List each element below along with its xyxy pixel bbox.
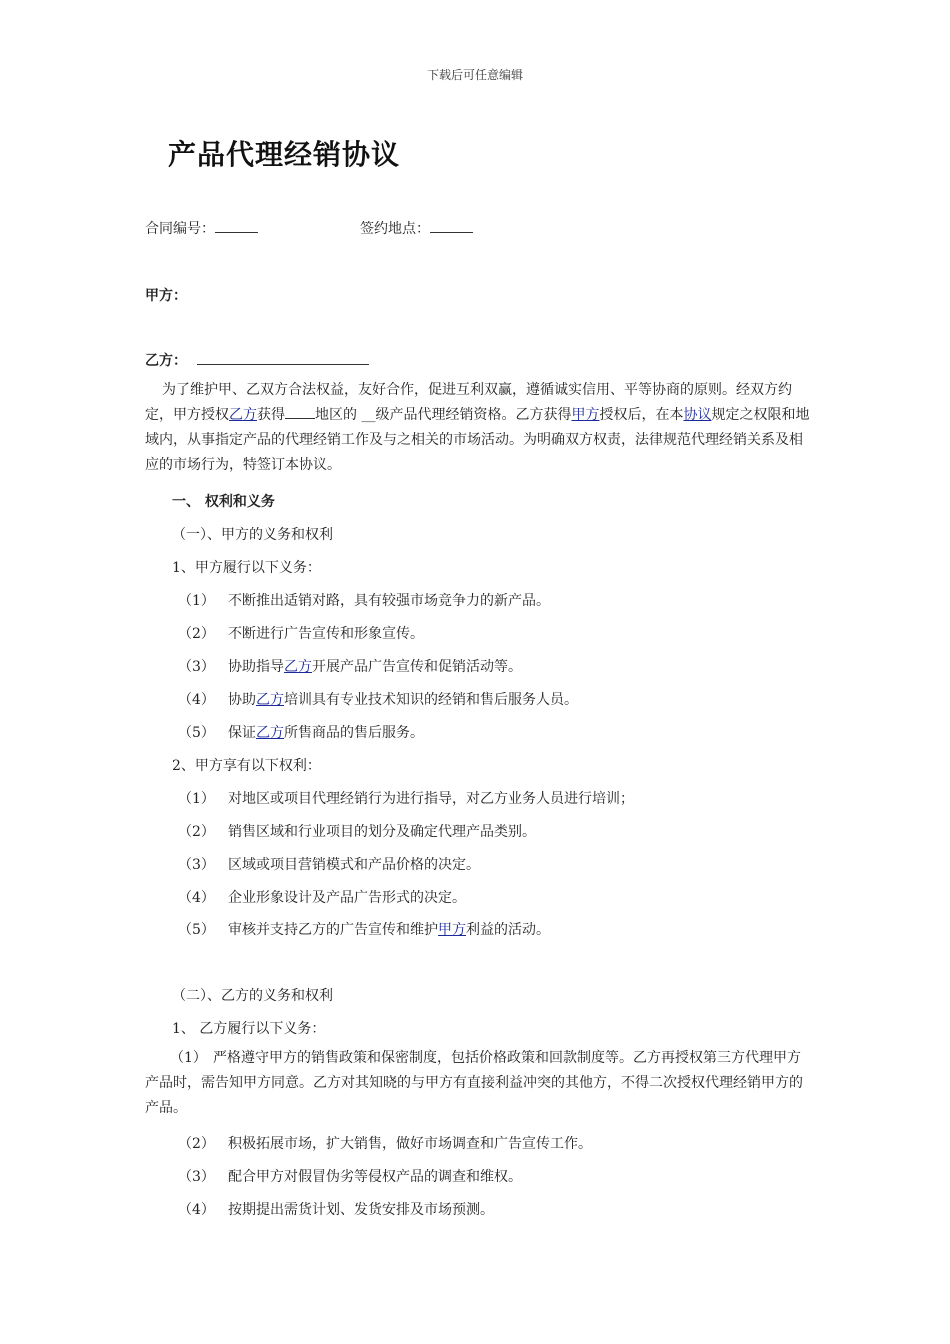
- list-item: （1） 不断推出适销对路，具有较强市场竞争力的新产品。: [178, 593, 550, 609]
- list-item: （2） 销售区域和行业项目的划分及确定代理产品类别。: [178, 824, 536, 840]
- list-item: （5） 审核并支持乙方的广告宣传和维护甲方利益的活动。: [178, 922, 550, 938]
- party-a-rights-heading: 2、甲方享有以下权利：: [172, 758, 321, 774]
- link-agreement[interactable]: 协议: [683, 407, 712, 423]
- document-title: 产品代理经销协议: [168, 138, 401, 171]
- intro-paragraph: 为了维护甲、乙双方合法权益，友好合作，促进互利双赢，遵循诚实信用、平等协商的原则。经双方约定，甲方授权乙方获得 地区的 __级产品代理经销资格。乙方获得甲方授权后，在本协议规定之权限和地域内，从事指定产品的代理经销工作及与之相关的市场活动。为明确双方权责，法律规范代理经销关系及相应的市场行为，特签订本协议。: [145, 382, 810, 473]
- list-item: （3） 协助指导乙方开展产品广告宣传和促销活动等。: [178, 659, 522, 675]
- section-heading-rights-duties: 一、 权利和义务: [172, 494, 275, 510]
- list-item: （1） 对地区或项目代理经销行为进行指导，对乙方业务人员进行培训；: [178, 791, 634, 807]
- signing-place-field: [360, 218, 473, 238]
- party-b-blank: [197, 350, 369, 365]
- link-party-a[interactable]: 甲方: [438, 922, 466, 938]
- link-party-b[interactable]: 乙方: [284, 659, 312, 675]
- party-a-duties-heading: 1、甲方履行以下义务：: [172, 560, 321, 576]
- list-item: （5） 保证乙方所售商品的售后服务。: [178, 725, 424, 741]
- list-item: （3） 区域或项目营销模式和产品价格的决定。: [178, 857, 480, 873]
- subsection-heading-party-b: （二）、乙方的义务和权利: [172, 988, 333, 1004]
- list-item: （3） 配合甲方对假冒伪劣等侵权产品的调查和维权。: [178, 1169, 522, 1185]
- link-party-b[interactable]: 乙方: [256, 725, 284, 741]
- page-header-note: 下载后可任意编辑: [426, 68, 523, 82]
- link-party-b[interactable]: 乙方: [229, 407, 257, 423]
- list-item: （2） 积极拓展市场，扩大销售，做好市场调查和广告宣传工作。: [178, 1136, 592, 1152]
- party-b-duty-1: （1） 严格遵守甲方的销售政策和保密制度，包括价格政策和回款制度等。乙方再授权第三方代理甲方产品时，需告知甲方同意。乙方对其知晓的与甲方有直接利益冲突的其他方，不得二次授权代理经销甲方的产品。: [145, 1050, 803, 1116]
- list-item: （4） 协助乙方培训具有专业技术知识的经销和售后服务人员。: [178, 692, 578, 708]
- contract-number-field: [145, 218, 258, 238]
- region-blank: [285, 404, 315, 419]
- signing-place-label: 签约地点：: [360, 221, 430, 237]
- link-party-b[interactable]: 乙方: [256, 692, 284, 708]
- link-party-a[interactable]: 甲方: [571, 407, 600, 423]
- list-item: （4） 按期提出需货计划、发货安排及市场预测。: [178, 1202, 494, 1218]
- party-b-label: 乙方：: [145, 353, 187, 369]
- party-a-label: 甲方：: [145, 288, 187, 304]
- list-item: （2） 不断进行广告宣传和形象宣传。: [178, 626, 424, 642]
- subsection-heading-party-a: （一）、甲方的义务和权利: [172, 527, 333, 543]
- contract-number-label: 合同编号：: [145, 221, 215, 237]
- party-b-duties-heading: 1、 乙方履行以下义务：: [172, 1021, 326, 1037]
- list-item: （4） 企业形象设计及产品广告形式的决定。: [178, 890, 466, 906]
- party-b-field: [145, 350, 369, 370]
- contract-number-blank: [215, 218, 258, 233]
- signing-place-blank: [430, 218, 473, 233]
